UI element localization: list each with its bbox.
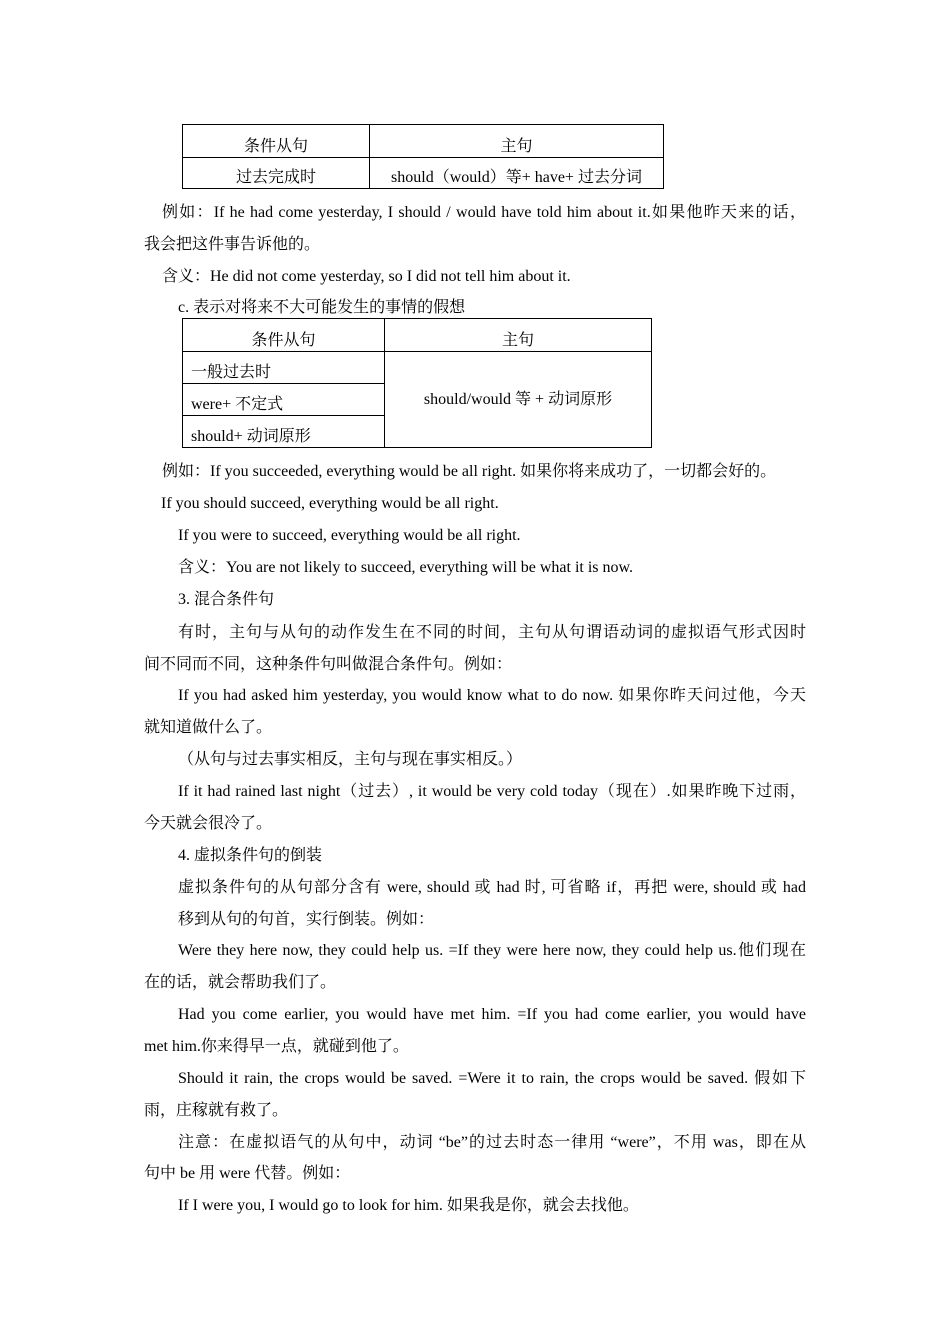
section-4-para-line-2: 移到从句的句首，实行倒装。例如： xyxy=(178,911,435,928)
table-header-condition xyxy=(183,125,370,158)
section-4-example-1-line-1: Were they here now, they could help us. =If they were here now, they could help us.他们现在 xyxy=(178,942,806,959)
section-c-title: c. 表示对将来不大可能发生的事情的假想 xyxy=(178,299,466,316)
example-1-meaning: 含义：He did not come yesterday, so I did not tell him about it. xyxy=(162,268,571,285)
table-header-condition-text: 条件从句 xyxy=(243,138,308,155)
table2-row-past-simple-text: 一般过去时 xyxy=(191,364,272,381)
table-header-main-text: 主句 xyxy=(500,138,533,155)
section-4-example-1-line-2: 在的话，就会帮助我们了。 xyxy=(144,974,337,991)
table2-header-condition xyxy=(183,319,385,352)
section-4-note-line-1: 注意：在虚拟语气的从句中，动词 “be”的过去时态一律用 “were”，不用 was，即在从 xyxy=(178,1134,806,1151)
table-cell-condition-text: 过去完成时 xyxy=(235,169,316,186)
section-4-example-2-line-2: met him.你来得早一点，就碰到他了。 xyxy=(144,1038,409,1055)
section-4-example-3-line-2: 雨，庄稼就有救了。 xyxy=(144,1102,289,1119)
example-2-line-3: If you were to succeed, everything would be all right. xyxy=(178,527,521,544)
section-4-heading: 4. 虚拟条件句的倒装 xyxy=(178,847,323,864)
example-2-line-1: 例如：If you succeeded, everything would be all right. 如果你将来成功了，一切都会好的。 xyxy=(162,463,777,480)
table-cell-condition xyxy=(183,158,370,189)
section-3-example-2-line-2: 今天就会很冷了。 xyxy=(144,815,273,832)
example-2-line-2: If you should succeed, everything would be all right. xyxy=(161,495,499,512)
section-4-para-line-1: 虚拟条件句的从句部分含有 were, should 或 had 时, 可省略 if，再把 were, should 或 had xyxy=(178,879,806,896)
section-3-example-1-line-1: If you had asked him yesterday, you would know what to do now. 如果你昨天问过他，今天 xyxy=(178,687,806,704)
section-3-para-line-2: 间不同而不同，这种条件句叫做混合条件句。例如： xyxy=(144,656,513,673)
section-4-example-4: If I were you, I would go to look for him. 如果我是你，就会去找他。 xyxy=(178,1197,639,1214)
example-1-line-2: 我会把这件事告诉他的。 xyxy=(144,236,321,253)
section-3-note: （从句与过去事实相反，主句与现在事实相反。） xyxy=(178,751,523,768)
table2-main-cell-text: should/would 等 + 动词原形 xyxy=(423,390,613,408)
section-3-example-1-line-2: 就知道做什么了。 xyxy=(144,719,273,736)
table-past-perfect xyxy=(182,124,664,189)
table2-row-were-infinitive xyxy=(183,384,385,416)
section-4-example-3-line-1: Should it rain, the crops would be saved. =Were it to rain, the crops would be saved. 假如下 xyxy=(178,1070,806,1087)
table2-row-should-verb-text: should+ 动词原形 xyxy=(191,428,311,445)
section-4-example-2-line-1: Had you come earlier, you would have met him. =If you had come earlier, you would have xyxy=(178,1006,806,1023)
section-4-note-line-2: 句中 be 用 were 代替。例如： xyxy=(144,1165,351,1182)
section-3-example-2-line-1: If it had rained last night（过去）, it would be very cold today（现在）.如果昨晚下过雨， xyxy=(178,783,806,800)
example-1-line-1: 例如：If he had come yesterday, I should / would have told him about it.如果他昨天来的话， xyxy=(162,204,806,221)
table2-row-should-verb xyxy=(183,416,385,448)
table2-row-past-simple xyxy=(183,352,385,384)
table2-header-condition-text: 条件从句 xyxy=(251,332,316,349)
table2-header-main xyxy=(385,319,652,352)
table2-main-cell xyxy=(385,352,652,448)
table-future-condition xyxy=(182,318,652,448)
section-3-heading: 3. 混合条件句 xyxy=(178,591,275,608)
example-2-meaning: 含义：You are not likely to succeed, everything will be what it is now. xyxy=(178,559,634,576)
table-cell-main xyxy=(370,158,664,189)
table2-header-main-text: 主句 xyxy=(501,332,534,349)
table-header-main xyxy=(370,125,664,158)
table2-row-were-infinitive-text: were+ 不定式 xyxy=(191,396,284,413)
table-cell-main-text: should（would）等+ have+ 过去分词 xyxy=(391,169,642,186)
section-3-para-line-1: 有时，主句与从句的动作发生在不同的时间，主句从句谓语动词的虚拟语气形式因时 xyxy=(178,624,806,641)
